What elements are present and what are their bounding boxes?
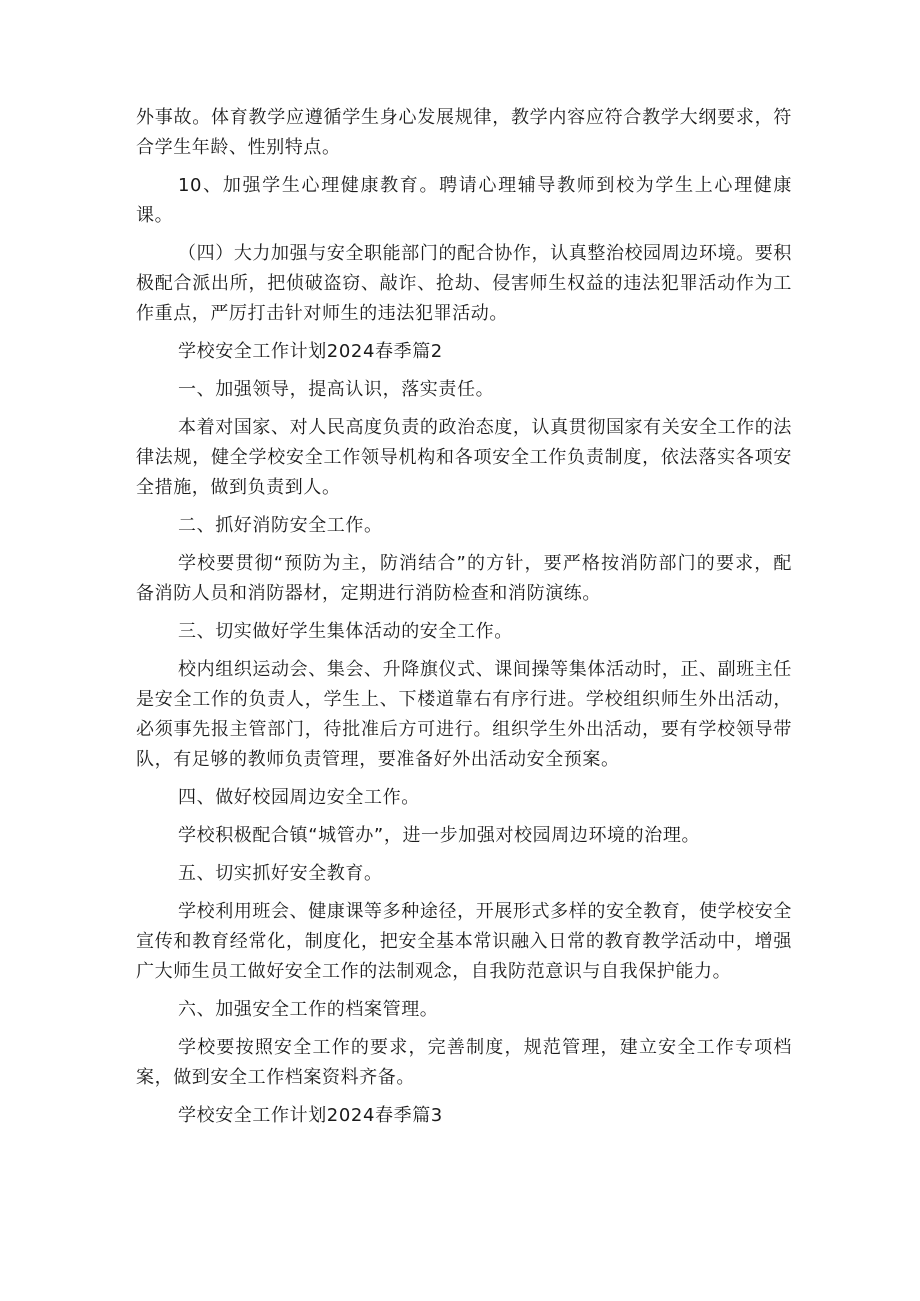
document-page <box>136 103 792 1131</box>
paragraph: 学校要贯彻“预防为主，防消结合”的方针，要严格按消防部门的要求，配备消防人员和消防器材，定期进行消防检查和消防演练。 <box>136 553 792 604</box>
section-heading: 一、加强领导，提高认识，落实责任。 <box>178 379 495 400</box>
article-title: 学校安全工作计划2024春季篇2 <box>178 341 443 362</box>
section-heading: （四）大力加强与安全职能部门的配合协作，认真整治校园周边环境。要积极配合派出所，把侦破盗窃、敲诈、抢劫、侵害师生权益的违法犯罪活动作为工作重点，严厉打击针对师生的违法犯罪活动。 <box>136 243 792 324</box>
section-heading: 二、抓好消防安全工作。 <box>178 515 383 536</box>
paragraph: 10、加强学生心理健康教育。聘请心理辅导教师到校为学生上心理健康课。 <box>136 175 792 226</box>
paragraph: 学校利用班会、健康课等多种途径，开展形式多样的安全教育，使学校安全宣传和教育经常化，制度化，把安全基本常识融入日常的教育教学活动中，增强广大师生员工做好安全工作的法制观念，自我防范意识与自我保护能力。 <box>136 901 792 982</box>
paragraph: 学校积极配合镇“城管办”，进一步加强对校园周边环境的治理。 <box>178 825 701 846</box>
paragraph: 本着对国家、对人民高度负责的政治态度，认真贯彻国家有关安全工作的法律法规，健全学校安全工作领导机构和各项安全工作负责制度，依法落实各项安全措施，做到负责到人。 <box>136 417 792 498</box>
section-heading: 三、切实做好学生集体活动的安全工作。 <box>178 621 513 642</box>
section-heading: 四、做好校园周边安全工作。 <box>178 787 420 808</box>
section-heading: 六、加强安全工作的档案管理。 <box>178 999 439 1020</box>
section-heading: 五、切实抓好安全教育。 <box>178 863 383 884</box>
article-title: 学校安全工作计划2024春季篇3 <box>178 1105 443 1126</box>
paragraph: 学校要按照安全工作的要求，完善制度，规范管理，建立安全工作专项档案，做到安全工作档案资料齐备。 <box>136 1037 792 1088</box>
paragraph: 外事故。体育教学应遵循学生身心发展规律，教学内容应符合教学大纲要求，符合学生年龄、性别特点。 <box>136 107 792 158</box>
paragraph: 校内组织运动会、集会、升降旗仪式、课间操等集体活动时，正、副班主任是安全工作的负责人，学生上、下楼道靠右有序行进。学校组织师生外出活动，必须事先报主管部门，待批准后方可进行。组织学生外出活动，要有学校领导带队，有足够的教师负责管理，要准备好外出活动安全预案。 <box>136 659 792 770</box>
